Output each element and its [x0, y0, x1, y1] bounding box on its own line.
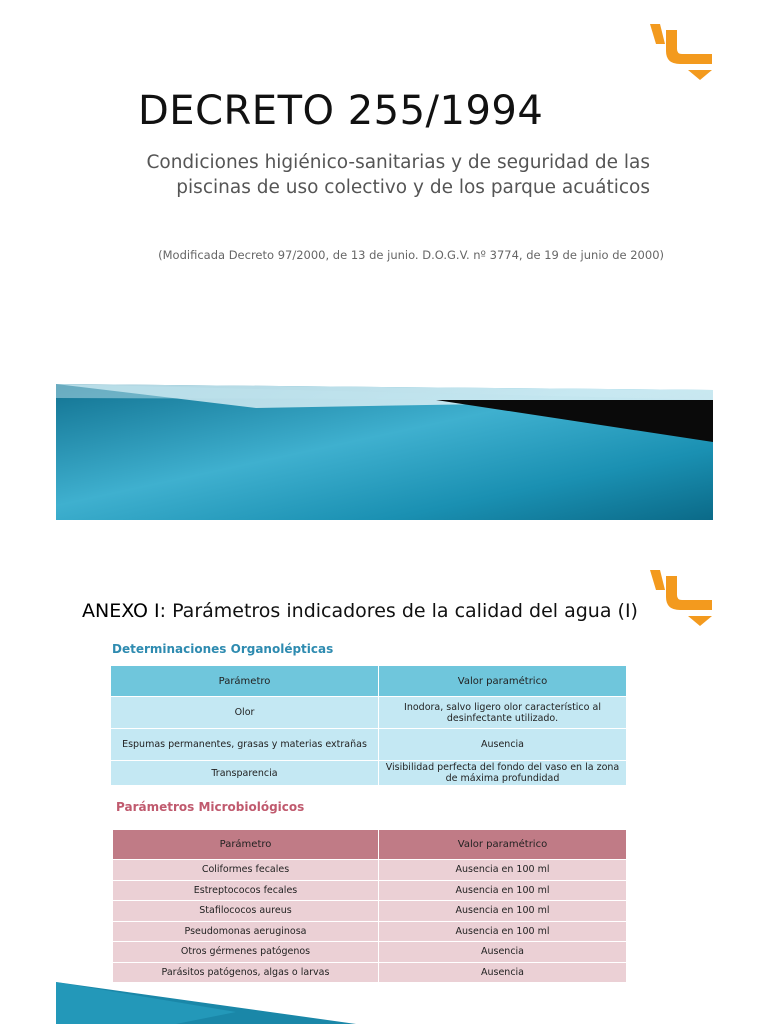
cell-parametro: Parásitos patógenos, algas o larvas	[113, 962, 379, 983]
cell-parametro: Transparencia	[111, 761, 379, 786]
cell-valor: Ausencia en 100 ml	[379, 901, 627, 922]
cell-valor: Ausencia	[379, 962, 627, 983]
cell-parametro: Stafilococos aureus	[113, 901, 379, 922]
organolepticas-heading: Determinaciones Organolépticas	[112, 642, 334, 656]
orange-logo-icon	[650, 570, 712, 628]
organolepticas-table	[110, 665, 627, 786]
slide-anexo	[0, 530, 768, 1024]
table-row	[113, 962, 627, 983]
subtitle	[50, 150, 650, 200]
cell-valor: Ausencia	[379, 729, 627, 761]
cell-parametro: Olor	[111, 697, 379, 729]
anexo-title-rest: : Parámetros indicadores de la calidad del agua (I)	[159, 600, 638, 622]
cell-parametro: Otros gérmenes patógenos	[113, 942, 379, 963]
column-header-valor: Valor paramétrico	[379, 666, 627, 697]
page-title: DECRETO 255/1994	[138, 88, 544, 134]
column-header-parametro: Parámetro	[111, 666, 379, 697]
cell-valor: Ausencia en 100 ml	[379, 880, 627, 901]
table-row	[111, 697, 627, 729]
subtitle-line-2: piscinas de uso colectivo y de los parque acuáticos	[176, 177, 650, 198]
teal-corner-graphic	[56, 982, 356, 1024]
orange-logo-icon	[650, 24, 712, 82]
cell-parametro: Estreptococos fecales	[113, 880, 379, 901]
cell-valor: Visibilidad perfecta del fondo del vaso en la zona de máxima profundidad	[379, 761, 627, 786]
table-row	[113, 860, 627, 881]
microbiologicos-heading: Parámetros Microbiológicos	[116, 800, 305, 814]
cell-valor: Ausencia	[379, 942, 627, 963]
column-header-parametro: Parámetro	[113, 830, 379, 860]
table-row	[113, 901, 627, 922]
table-header-row	[113, 830, 627, 860]
microbiologicos-table	[112, 829, 627, 983]
cell-valor: Ausencia en 100 ml	[379, 921, 627, 942]
modification-note: (Modificada Decreto 97/2000, de 13 de junio. D.O.G.V. nº 3774, de 19 de junio de 2000)	[158, 248, 664, 262]
anexo-label: ANEXO I	[82, 600, 160, 622]
teal-banner-graphic	[56, 378, 713, 520]
cell-valor: Ausencia en 100 ml	[379, 860, 627, 881]
cell-parametro: Pseudomonas aeruginosa	[113, 921, 379, 942]
table-row	[113, 942, 627, 963]
table-row	[111, 729, 627, 761]
cell-parametro: Espumas permanentes, grasas y materias extrañas	[111, 729, 379, 761]
column-header-valor: Valor paramétrico	[379, 830, 627, 860]
cell-valor: Inodora, salvo ligero olor característico al desinfectante utilizado.	[379, 697, 627, 729]
subtitle-line-1: Condiciones higiénico-sanitarias y de seguridad de las	[146, 152, 650, 173]
table-row	[113, 921, 627, 942]
table-row	[111, 761, 627, 786]
table-header-row	[111, 666, 627, 697]
cell-parametro: Coliformes fecales	[113, 860, 379, 881]
table-row	[113, 880, 627, 901]
anexo-title	[82, 600, 638, 622]
